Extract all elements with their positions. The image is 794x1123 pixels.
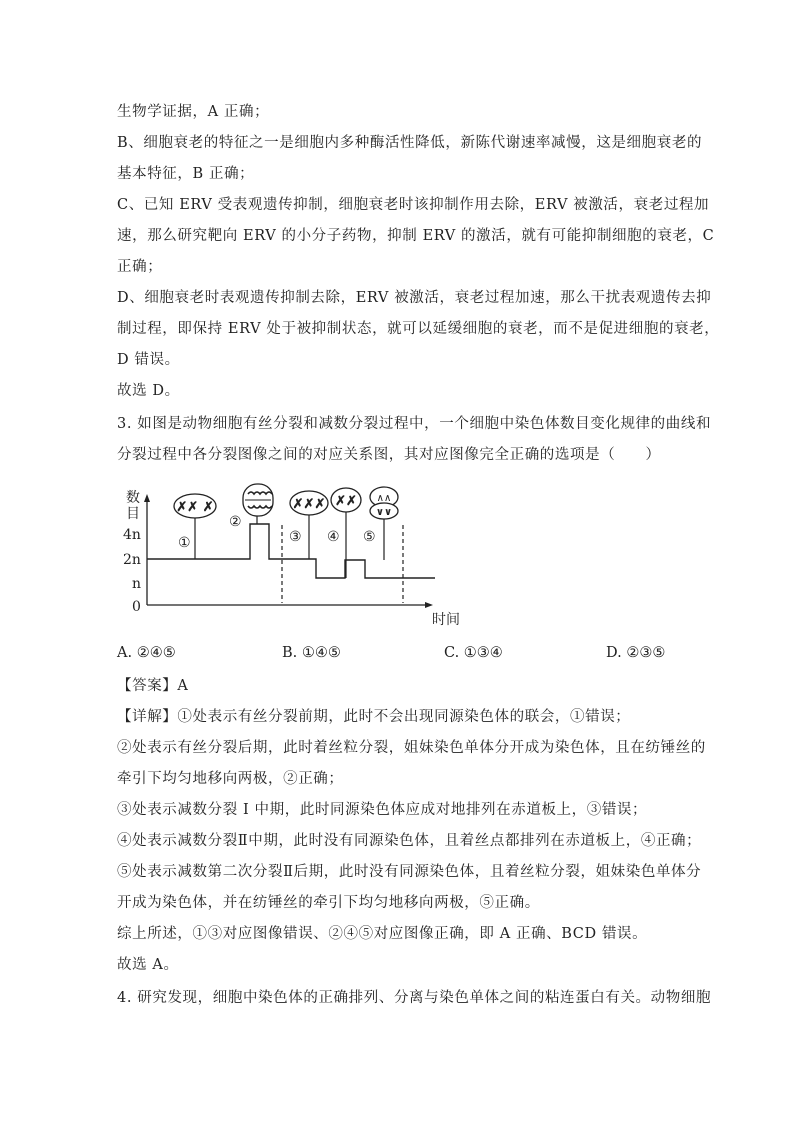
paragraph-line: B、细胞衰老的特征之一是细胞内多种酶活性降低，新陈代谢速率减慢，这是细胞衰老的 [117, 135, 703, 151]
chromosome-icon: ∨∨ [375, 507, 393, 518]
paragraph-line: 基本特征，B 正确； [117, 166, 255, 182]
marker-label: ① [178, 535, 191, 551]
y-tick-label: 4n [123, 527, 141, 543]
chromosome-icon: ✗✗ [335, 494, 357, 509]
paragraph-line: 速，那么研究靶向 ERV 的小分子药物，抑制 ERV 的激活，就有可能抑制细胞的衰老，C [117, 228, 715, 244]
explanation-line: 牵引下均匀地移向两极，②正确； [117, 771, 344, 787]
chromosome-icon: ✗✗ ✗ [176, 500, 214, 515]
y-tick-label: 2n [123, 552, 141, 568]
paragraph-line: 故选 D。 [117, 383, 180, 399]
option-d: D. ②③⑤ [606, 645, 666, 661]
option-b: B. ①④⑤ [282, 645, 341, 661]
explanation-line: ④处表示减数分裂Ⅱ中期，此时没有同源染色体，且着丝点都排列在赤道板上，④正确； [117, 833, 702, 849]
chromosome-icon: ✗✗✗ [292, 497, 326, 512]
explanation-line: 故选 A。 [117, 957, 179, 973]
explanation-line: 【详解】①处表示有丝分裂前期，此时不会出现同源染色体的联会，①错误； [117, 709, 631, 725]
marker-label: ④ [327, 529, 340, 545]
answer-label: 【答案】A [117, 678, 189, 694]
option-c: C. ①③④ [444, 645, 503, 661]
marker-label: ⑤ [363, 529, 376, 545]
y-tick-label: n [132, 576, 142, 592]
y-axis-label: 数 [126, 490, 140, 506]
paragraph-line: D 错误。 [117, 352, 180, 368]
chromosome-icon: ∧∧ [376, 493, 392, 504]
paragraph-line: 生物学证据，A 正确； [117, 104, 270, 120]
explanation-line: ⑤处表示减数第二次分裂Ⅱ后期，此时没有同源染色体，且着丝粒分裂，姐妹染色单体分 [117, 864, 702, 880]
question-3-stem: 3. 如图是动物细胞有丝分裂和减数分裂过程中，一个细胞中染色体数目变化规律的曲线和 [117, 416, 712, 432]
explanation-line: 开成为染色体，并在纺锤丝的牵引下均匀地移向两极，⑤正确。 [117, 895, 540, 911]
x-axis-label: 时间 [432, 612, 460, 628]
explanation-line: ②处表示有丝分裂后期，此时着丝粒分裂，姐妹染色单体分开成为染色体，且在纺锤丝的 [117, 740, 706, 756]
option-a: A. ②④⑤ [117, 645, 176, 661]
chromosome-curve-svg [117, 480, 477, 630]
y-axis-arrow-icon [144, 494, 150, 502]
y-axis-label: 目 [126, 506, 140, 522]
paragraph-line: 制过程，即保持 ERV 处于被抑制状态，就可以延缓细胞的衰老，而不是促进细胞的衰老， [117, 321, 720, 337]
x-axis-arrow-icon [425, 602, 433, 608]
chromosome-number-figure [117, 480, 477, 630]
paragraph-line: C、已知 ERV 受表观遗传抑制，细胞衰老时该抑制作用去除，ERV 被激活，衰老过程加 [117, 197, 710, 213]
marker-label: ② [229, 514, 242, 530]
paragraph-line: D、细胞衰老时表观遗传抑制去除，ERV 被激活，衰老过程加速，那么干扰表观遗传去抑 [117, 290, 712, 306]
question-3-stem: 分裂过程中各分裂图像之间的对应关系图，其对应图像完全正确的选项是（ ） [117, 447, 661, 463]
explanation-line: ③处表示减数分裂 I 中期，此时同源染色体应成对地排列在赤道板上，③错误； [117, 802, 648, 818]
question-4-stem: 4. 研究发现，细胞中染色体的正确排列、分离与染色单体之间的粘连蛋白有关。动物细胞 [117, 990, 712, 1006]
paragraph-line: 正确； [117, 259, 163, 275]
y-tick-label: 0 [132, 599, 141, 615]
marker-label: ③ [289, 529, 302, 545]
explanation-line: 综上所述，①③对应图像错误、②④⑤对应图像正确，即 A 正确、BCD 错误。 [117, 926, 648, 942]
